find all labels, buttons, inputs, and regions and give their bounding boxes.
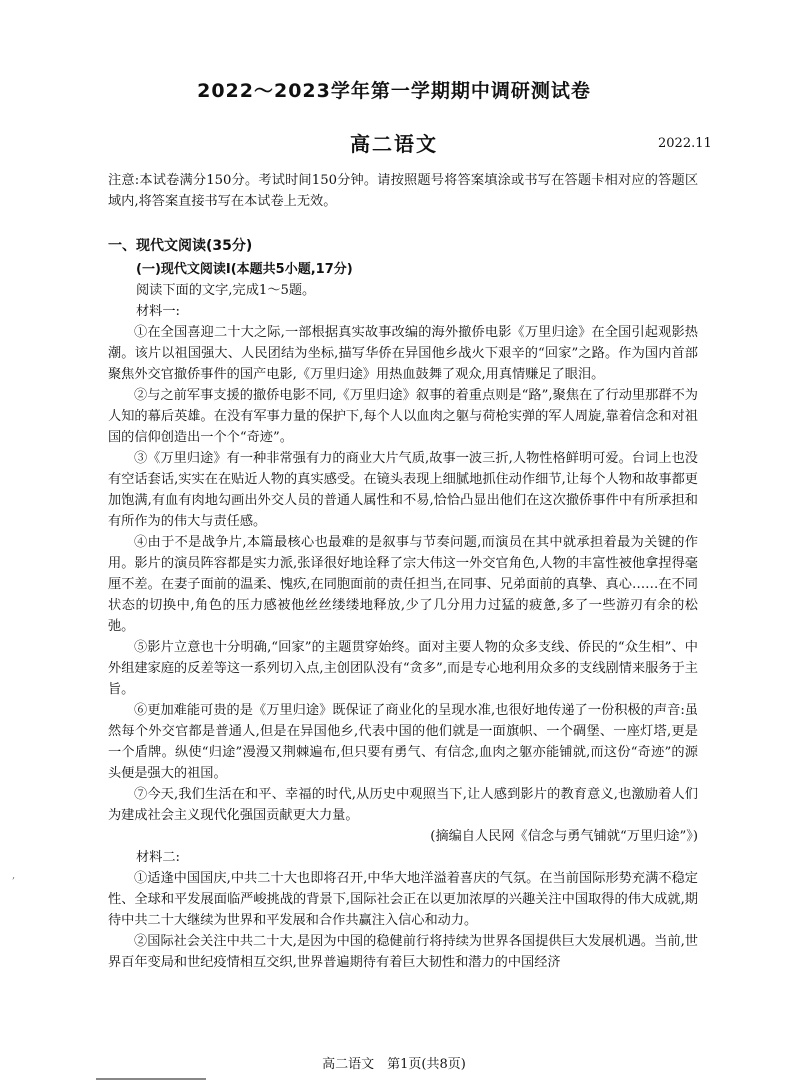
material1-paragraph: ②与之前军事支援的撤侨电影不同,《万里归途》叙事的着重点则是“路”,聚焦在了行动里那群不为人知的幕后英雄。在没有军事力量的保护下,每个人以血肉之躯与荷枪实弹的军人周旋,靠着信念和对祖国的信仰创造出一个个“奇迹”。: [108, 388, 698, 445]
reading-section: [108, 236, 698, 973]
subject-title: 高二语文: [350, 132, 438, 156]
material1-source: (摘编自人民网《信念与勇气铺就“万里归途”》): [430, 829, 698, 844]
material1-label: 材料一:: [136, 304, 181, 319]
material1-paragraph: ①在全国喜迎二十大之际,一部根据真实故事改编的海外撤侨电影《万里归途》在全国引起观影热潮。该片以祖国强大、人民团结为坐标,描写华侨在异国他乡战火下艰辛的“回家”之路。作为国内首部聚焦外交官撤侨事件的国产电影,《万里归途》用热血鼓舞了观众,用真情赚足了眼泪。: [108, 325, 698, 382]
section-heading: 一、现代文阅读(35分): [108, 238, 253, 254]
exam-date: 2022.11: [658, 136, 712, 151]
material2-paragraph: ①适逢中国国庆,中共二十大也即将召开,中华大地洋溢着喜庆的气氛。在当前国际形势充满不稳定性、全球和平发展面临严峻挑战的背景下,国际社会正在以更加浓厚的兴趣关注中国取得的伟大成就,期待中共二十大继续为世界和平发展和合作共赢注入信心和动力。: [108, 871, 698, 928]
page-footer: 高二语文 第1页(共8页): [322, 1057, 466, 1072]
reading-instruction: 阅读下面的文字,完成1～5题。: [136, 283, 316, 298]
material1-paragraph: ⑥更加难能可贵的是《万里归途》既保证了商业化的呈现水准,也很好地传递了一份积极的声音:虽然每个外交官都是普通人,但是在异国他乡,代表中国的他们就是一面旗帜、一个碉堡、一座灯塔,更是一个盾牌。纵使“归途”漫漫又荆棘遍布,但只要有勇气、有信念,血肉之躯亦能铺就,而这份“奇迹”的源头便是强大的祖国。: [108, 703, 698, 781]
scan-mark: ,: [12, 870, 16, 881]
subsection-heading: (一)现代文阅读Ⅰ(本题共5小题,17分): [136, 262, 353, 277]
scan-artifact: [96, 1078, 206, 1080]
exam-title: 2022～2023学年第一学期期中调研测试卷: [197, 80, 591, 102]
material1-paragraph: ⑦今天,我们生活在和平、幸福的时代,从历史中观照当下,让人感到影片的教育意义,也激励着人们为建成社会主义现代化强国贡献更大力量。: [108, 787, 698, 823]
material2-label: 材料二:: [136, 850, 181, 865]
exam-notice: 注意:本试卷满分150分。考试时间150分钟。请按照题号将答案填涂或书写在答题卡相对应的答题区域内,将答案直接书写在本试卷上无效。: [108, 173, 698, 209]
material2-paragraph: ②国际社会关注中共二十大,是因为中国的稳健前行将持续为世界各国提供巨大发展机遇。当前,世界百年变局和世纪疫情相互交织,世界普遍期待有着巨大韧性和潜力的中国经济: [108, 934, 698, 970]
material1-paragraph: ④由于不是战争片,本篇最核心也最难的是叙事与节奏问题,而演员在其中就承担着最为关键的作用。影片的演员阵容都是实力派,张译很好地诠释了宗大伟这一外交官角色,人物的丰富性被他拿捏得毫厘不差。在妻子面前的温柔、愧疚,在同胞面前的责任担当,在同事、兄弟面前的真挚、真心……在不同状态的切换中,角色的压力感被他丝丝缕缕地释放,少了几分用力过猛的疲惫,多了一些游刃有余的松弛。: [108, 535, 698, 634]
material1-paragraph: ⑤影片立意也十分明确,“回家”的主题贯穿始终。面对主要人物的众多支线、侨民的“众生相”、中外组建家庭的反差等这一系列切入点,主创团队没有“贪多”,而是专心地利用众多的支线剧情来服务于主旨。: [108, 640, 698, 697]
material1-paragraph: ③《万里归途》有一种非常强有力的商业大片气质,故事一波三折,人物性格鲜明可爱。台词上也没有空话套话,实实在在贴近人物的真实感受。在镜头表现上细腻地抓住动作细节,让每个人物和故事都更加饱满,有血有肉地勾画出外交人员的普通人属性和不易,恰恰凸显出他们在这次撤侨事件中有所承担和有所作为的伟大与责任感。: [108, 451, 698, 529]
